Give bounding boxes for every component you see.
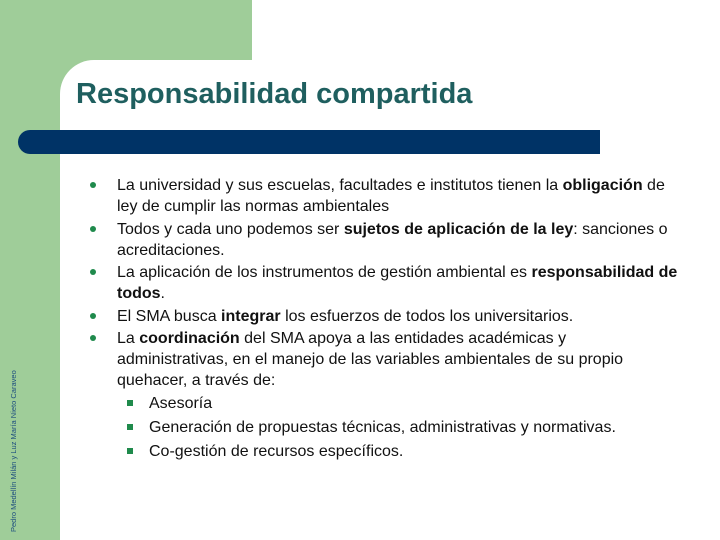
round-bullet-icon xyxy=(90,269,96,275)
sub-bullet-item: Generación de propuestas técnicas, administrativas y normativas. xyxy=(117,417,680,438)
bullet-item: La universidad y sus escuelas, facultades e institutos tienen la obligación de ley de cumplir las normas ambientales xyxy=(90,175,680,217)
sub-bullet-item: Co-gestión de recursos específicos. xyxy=(117,441,680,462)
bullet-item: La aplicación de los instrumentos de gestión ambiental es responsabilidad de todos. xyxy=(90,262,680,304)
side-credit: Pedro Medellín Milán y Luz María Nieto Caraveo xyxy=(9,370,18,532)
slide-title: Responsabilidad compartida xyxy=(76,78,473,110)
round-bullet-icon xyxy=(90,226,96,232)
bullet-item: El SMA busca integrar los esfuerzos de todos los universitarios. xyxy=(90,306,680,327)
title-underline-bar xyxy=(18,130,600,154)
round-bullet-icon xyxy=(90,335,96,341)
square-bullet-icon xyxy=(127,424,133,430)
round-bullet-icon xyxy=(90,313,96,319)
slide-content xyxy=(90,175,680,465)
square-bullet-icon xyxy=(127,448,133,454)
square-bullet-icon xyxy=(127,400,133,406)
sub-bullet-list xyxy=(117,393,680,462)
bullet-list xyxy=(90,175,680,462)
bullet-item: Todos y cada uno podemos ser sujetos de aplicación de la ley: sanciones o acreditaciones. xyxy=(90,219,680,261)
bullet-item: La coordinación del SMA apoya a las entidades académicas y administrativas, en el manejo de las variables ambientales de su propio quehacer, a través de: Asesoría Generación de propuestas técnicas, administrativas y normativas. Co-gestión de recursos específicos. xyxy=(90,328,680,462)
sub-bullet-item: Asesoría xyxy=(117,393,680,414)
round-bullet-icon xyxy=(90,182,96,188)
